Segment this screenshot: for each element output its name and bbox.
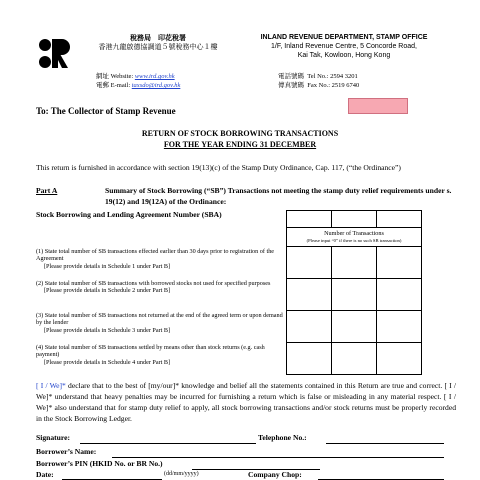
reference-field[interactable] (348, 98, 408, 114)
sba-cell-1[interactable] (287, 211, 332, 228)
item-4-count-1[interactable] (287, 343, 332, 375)
address-en-2: Kai Tak, Kowloon, Hong Kong (297, 52, 391, 59)
item-3-count-2[interactable] (332, 311, 377, 343)
item-2-count-2[interactable] (332, 279, 377, 311)
item-1-count-1[interactable] (287, 247, 332, 279)
item-3-count-3[interactable] (377, 311, 422, 343)
declaration-text: declare that to the best of [my/our]* knowledge and belief all the statements contained in this Return are true and correct. [ I / We]* understand that heavy penalties may be incurred for furnishing a return which is false or misleading in any material respect. [ I / We]* also understand that for stamp duty relief to apply, all stock borrowing transactions and/or stock returns must be properly recorded in the Stock Borrowing Ledger. (36, 381, 456, 423)
number-header-title: Number of Transactions (324, 230, 384, 237)
item-note: [Please provide details in Schedule 3 under Part B] (44, 326, 171, 334)
number-header (287, 230, 421, 244)
item-1-count-3[interactable] (377, 247, 422, 279)
fax: Fax No.: 2519 6740 (307, 82, 360, 89)
contact-web-email (96, 72, 180, 90)
item-note: [Please provide details in Schedule 1 under Part B] (44, 262, 171, 270)
list-item (36, 344, 284, 366)
list-item (36, 312, 284, 334)
item-text: (3) State total number of SB transactions not returned at the end of the agreed term or upon demand by the lender (36, 312, 283, 327)
tel: Tel No.: 2594 3201 (307, 73, 358, 80)
fax-cn: 傳真號碼 (278, 82, 304, 89)
item-1-count-2[interactable] (332, 247, 377, 279)
telephone-label: Telephone No.: (258, 433, 307, 442)
header-english (240, 33, 448, 60)
sba-cell-2[interactable] (332, 211, 377, 228)
item-3-count-1[interactable] (287, 311, 332, 343)
declaration-party: [ I / We]* (36, 381, 66, 390)
to-line: To: The Collector of Stamp Revenue (36, 106, 176, 116)
borrower-pin-label: Borrower’s PIN (HKID No. or BR No.) (36, 459, 163, 468)
sbla-label: Stock Borrowing and Lending Agreement Number (SBA) (36, 210, 222, 219)
part-a-summary: Summary of Stock Borrowing (“SB”) Transactions not meeting the stamp duty relief requirements under s. 19(12) and 19(12A) of the Ordinance: (105, 186, 452, 206)
dept-en: INLAND REVENUE DEPARTMENT, STAMP OFFICE (260, 34, 428, 41)
contact-tel-fax (278, 72, 359, 90)
number-header-cell (287, 228, 422, 247)
item-2-count-1[interactable] (287, 279, 332, 311)
item-4-count-2[interactable] (332, 343, 377, 375)
email-label: E-mail: (110, 82, 131, 89)
borrower-name-label: Borrower’s Name: (36, 447, 97, 456)
number-header-note: (Please input “0” if there is no such SB transaction) (306, 238, 402, 243)
item-text: (4) State total number of SB transactions settled by means other than stock returns (e.g. cash payment) (36, 344, 265, 359)
part-a-label: Part A (36, 186, 58, 195)
signature-input[interactable] (80, 443, 256, 444)
list-item (36, 248, 284, 270)
page-title (0, 128, 480, 150)
sba-cell-3[interactable] (377, 211, 422, 228)
website-link[interactable]: www.ird.gov.hk (134, 73, 175, 80)
item-text: (2) State total number of SB transactions with borrowed stocks not used for specified purposes (36, 280, 271, 287)
item-note: [Please provide details in Schedule 4 under Part B] (44, 358, 171, 366)
list-item (36, 280, 284, 295)
header-chinese (88, 34, 228, 52)
borrower-name-input[interactable] (112, 457, 444, 458)
item-text: (1) State total number of SB transactions effected earlier than 30 days prior to registration of the Agreement (36, 248, 275, 263)
date-label: Date: (36, 470, 54, 479)
title-line-2: FOR THE YEAR ENDING 31 DECEMBER (163, 140, 317, 149)
title-line-1: RETURN OF STOCK BORROWING TRANSACTIONS (141, 129, 339, 138)
dept-cn: 稅務局 印花稅署 (130, 34, 186, 42)
item-note: [Please provide details in Schedule 2 under Part B] (44, 287, 171, 295)
address-cn: 香港九龍啟德協調道５號稅務中心１樓 (98, 43, 218, 51)
company-chop-label: Company Chop: (248, 470, 302, 479)
declaration (36, 380, 456, 424)
email-link[interactable]: taxsdo@ird.gov.hk (131, 82, 181, 89)
tel-cn: 電話號碼 (278, 73, 304, 80)
date-format: (dd/mm/yyyy) (164, 471, 199, 477)
website-cn: 網址 (96, 73, 109, 80)
telephone-input[interactable] (326, 443, 444, 444)
website-label: Website: (110, 73, 134, 80)
ird-logo-icon (36, 36, 70, 70)
item-2-count-3[interactable] (377, 279, 422, 311)
address-en-1: 1/F, Inland Revenue Centre, 5 Concorde Road, (271, 43, 417, 50)
intro-text: This return is furnished in accordance with section 19(13)(c) of the Stamp Duty Ordinance, Cap. 117, (“the Ordinance”) (36, 163, 401, 172)
item-4-count-3[interactable] (377, 343, 422, 375)
email-cn: 電郵 (96, 82, 109, 89)
transactions-table (286, 210, 422, 375)
signature-label: Signature: (36, 433, 71, 442)
